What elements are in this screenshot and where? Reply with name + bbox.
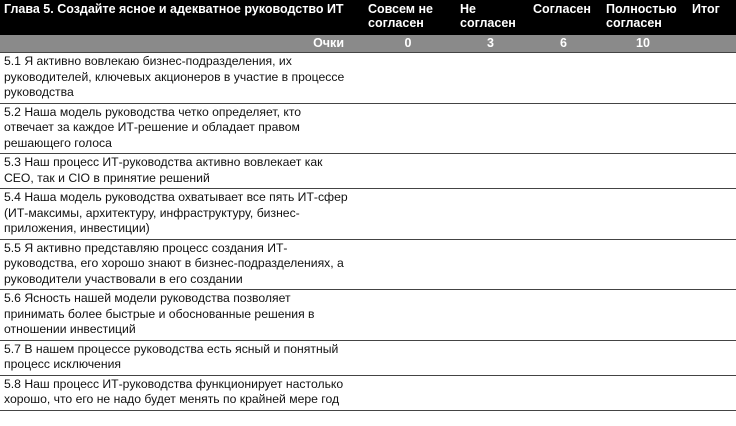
cell-agree[interactable] — [527, 154, 600, 189]
cell-agree[interactable] — [527, 290, 600, 341]
chapter-title: Глава 5. Создайте ясное и адекватное руководство ИТ — [0, 0, 362, 35]
cell-strongly-disagree[interactable] — [362, 189, 454, 240]
statement-row-5-3 — [0, 154, 736, 189]
cell-total[interactable] — [686, 375, 736, 410]
points-total — [686, 35, 736, 53]
cell-strongly-disagree[interactable] — [362, 375, 454, 410]
points-row — [0, 35, 736, 53]
statement-text: 5.4 Наша модель руководства охватывает все пять ИТ-сфер (ИТ-максимы, архитектуру, инфраструктуру, бизнес-приложения, инвестиции) — [0, 189, 362, 240]
cell-total[interactable] — [686, 103, 736, 154]
statement-row-5-5 — [0, 239, 736, 290]
cell-strongly-agree[interactable] — [600, 103, 686, 154]
cell-agree[interactable] — [527, 340, 600, 375]
cell-disagree[interactable] — [454, 53, 527, 104]
cell-agree[interactable] — [527, 189, 600, 240]
cell-strongly-agree[interactable] — [600, 154, 686, 189]
statement-row-5-8 — [0, 375, 736, 410]
points-label: Очки — [0, 35, 362, 53]
points-strongly-agree: 10 — [600, 35, 686, 53]
cell-strongly-disagree[interactable] — [362, 340, 454, 375]
cell-total[interactable] — [686, 340, 736, 375]
cell-total[interactable] — [686, 189, 736, 240]
cell-strongly-agree[interactable] — [600, 290, 686, 341]
points-agree: 6 — [527, 35, 600, 53]
cell-strongly-agree[interactable] — [600, 375, 686, 410]
cell-strongly-agree[interactable] — [600, 340, 686, 375]
cell-total[interactable] — [686, 290, 736, 341]
points-strongly-disagree: 0 — [362, 35, 454, 53]
cell-total[interactable] — [686, 154, 736, 189]
col-total: Итог — [686, 0, 736, 35]
statement-row-5-7 — [0, 340, 736, 375]
cell-disagree[interactable] — [454, 103, 527, 154]
cell-disagree[interactable] — [454, 375, 527, 410]
cell-agree[interactable] — [527, 239, 600, 290]
cell-strongly-disagree[interactable] — [362, 290, 454, 341]
statement-text: 5.5 Я активно представляю процесс создания ИТ-руководства, его хорошо знают в бизнес-подразделениях, а руководители участвовали в его создании — [0, 239, 362, 290]
col-disagree: Не согласен — [454, 0, 527, 35]
statement-row-5-4 — [0, 189, 736, 240]
cell-strongly-disagree[interactable] — [362, 154, 454, 189]
cell-agree[interactable] — [527, 103, 600, 154]
statement-text: 5.3 Наш процесс ИТ-руководства активно вовлекает как CEO, так и CIO в принятие решений — [0, 154, 362, 189]
statement-row-5-2 — [0, 103, 736, 154]
statement-text: 5.6 Ясность нашей модели руководства позволяет принимать более быстрые и обоснованные решения в отношении инвестиций — [0, 290, 362, 341]
col-strongly-disagree: Совсем не согласен — [362, 0, 454, 35]
cell-disagree[interactable] — [454, 239, 527, 290]
header-row — [0, 0, 736, 35]
cell-disagree[interactable] — [454, 340, 527, 375]
cell-agree[interactable] — [527, 375, 600, 410]
col-agree: Согласен — [527, 0, 600, 35]
statement-text: 5.2 Наша модель руководства четко определяет, кто отвечает за каждое ИТ-решение и обладает правом решающего голоса — [0, 103, 362, 154]
statement-text: 5.7 В нашем процессе руководства есть ясный и понятный процесс исключения — [0, 340, 362, 375]
cell-strongly-disagree[interactable] — [362, 239, 454, 290]
statement-row-5-1 — [0, 53, 736, 104]
cell-disagree[interactable] — [454, 189, 527, 240]
cell-strongly-agree[interactable] — [600, 53, 686, 104]
cell-strongly-disagree[interactable] — [362, 53, 454, 104]
cell-disagree[interactable] — [454, 290, 527, 341]
cell-strongly-agree[interactable] — [600, 239, 686, 290]
statement-text: 5.8 Наш процесс ИТ-руководства функционирует настолько хорошо, что его не надо будет менять по крайней мере год — [0, 375, 362, 410]
col-strongly-agree: Полностью согласен — [600, 0, 686, 35]
statement-text: 5.1 Я активно вовлекаю бизнес-подразделения, их руководителей, ключевых акционеров в участие в процессе руководства — [0, 53, 362, 104]
cell-disagree[interactable] — [454, 154, 527, 189]
cell-strongly-disagree[interactable] — [362, 103, 454, 154]
statement-row-5-6 — [0, 290, 736, 341]
cell-agree[interactable] — [527, 53, 600, 104]
cell-total[interactable] — [686, 239, 736, 290]
points-disagree: 3 — [454, 35, 527, 53]
cell-strongly-agree[interactable] — [600, 189, 686, 240]
cell-total[interactable] — [686, 53, 736, 104]
